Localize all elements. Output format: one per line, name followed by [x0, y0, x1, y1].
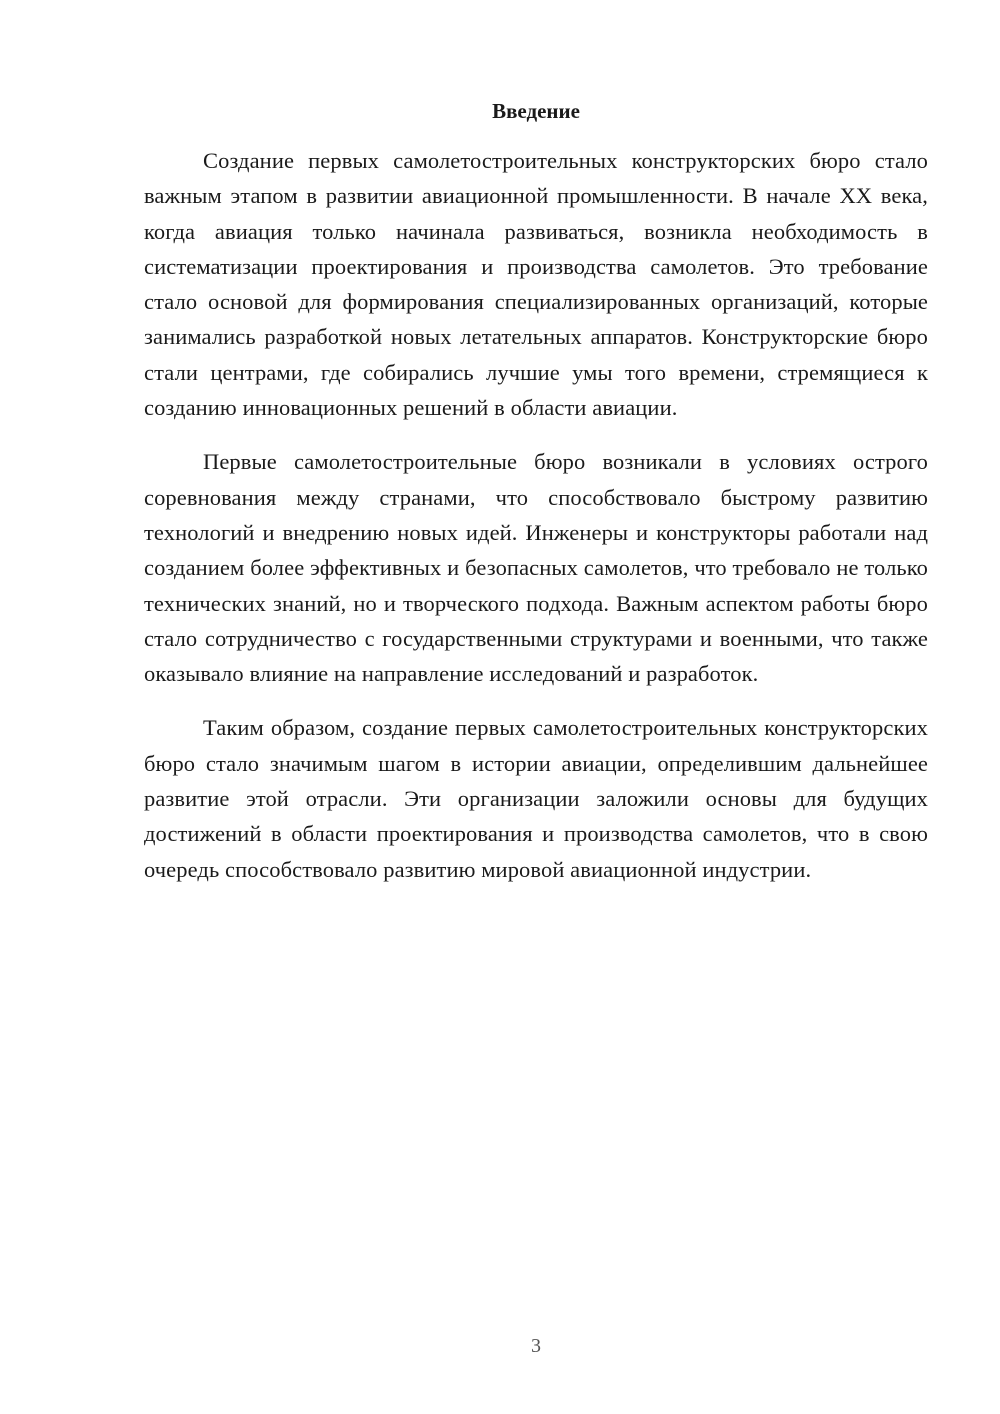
page-number: 3	[531, 1335, 541, 1357]
paragraph-3: Таким образом, создание первых самолетостроительных конструкторских бюро стало значимым шагом в истории авиации, определившим дальнейшее развитие этой отрасли. Эти организации заложили основы для будущих достижений в области проектирования и производства самолетов, что в свою очередь способствовало развитию мировой авиационной индустрии.	[144, 715, 928, 882]
paragraph-1: Создание первых самолетостроительных конструкторских бюро стало важным этапом в развитии авиационной промышленности. В начале XX века, когда авиация только начинала развиваться, возникла необходимость в систематизации проектирования и производства самолетов. Это требование стало основой для формирования специализированных организаций, которые занимались разработкой новых летательных аппаратов. Конструкторские бюро стали центрами, где собирались лучшие умы того времени, стремящиеся к созданию инновационных решений в области авиации.	[144, 148, 928, 421]
document-body	[144, 143, 928, 906]
page-title: Введение	[492, 99, 580, 123]
paragraph-2: Первые самолетостроительные бюро возникали в условиях острого соревнования между странами, что способствовало быстрому развитию технологий и внедрению новых идей. Инженеры и конструкторы работали над созданием более эффективных и безопасных самолетов, что требовало не только технических знаний, но и творческого подхода. Важным аспектом работы бюро стало сотрудничество с государственными структурами и военными, что также оказывало влияние на направление исследований и разработок.	[144, 449, 928, 687]
